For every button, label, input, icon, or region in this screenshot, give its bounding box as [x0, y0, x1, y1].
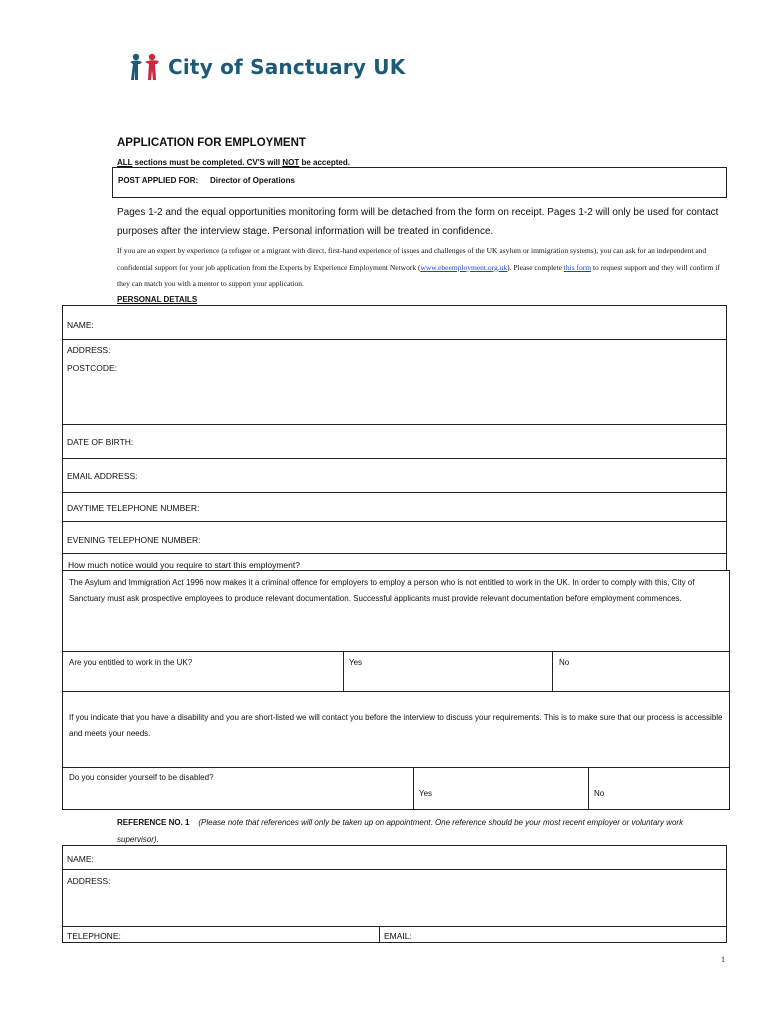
- ebe-link[interactable]: www.ebeemployment.org.uk: [420, 262, 508, 272]
- email-field[interactable]: EMAIL ADDRESS:: [67, 471, 138, 481]
- work-yes-option[interactable]: Yes: [349, 658, 363, 667]
- intro-paragraph: Pages 1-2 and the equal opportunities monitoring form will be detached from the form on receipt. Pages 1-2 will only be used for contact purposes after the interview stage. Personal information will be treated in confidence.: [117, 207, 719, 237]
- evening-phone-field[interactable]: EVENING TELEPHONE NUMBER:: [67, 535, 201, 545]
- instruction-mid: sections must be completed. CV'S will: [132, 158, 283, 167]
- people-logo-icon: [128, 52, 162, 82]
- name-field[interactable]: NAME:: [67, 320, 94, 330]
- work-no-option[interactable]: No: [559, 658, 570, 667]
- address-field[interactable]: ADDRESS:: [67, 345, 111, 355]
- disability-yes-option[interactable]: Yes: [419, 789, 433, 798]
- disability-paragraph: If you indicate that you have a disability and you are short-listed we will contact you before the interview to discuss your requirements. This is to make sure that our process is accessible and meets your needs.: [69, 713, 723, 738]
- expert-note-1: If you are an expert by experience (a refugee or a migrant with direct, first-hand experience of issues and challenges of the UK asylum or immigration systems), you can ask for an independent and confidential support for your job application from the Experts by Experience Employment Network (: [117, 246, 707, 272]
- personal-details-table: [62, 305, 727, 554]
- notice-row[interactable]: [62, 553, 727, 571]
- reference-address-field[interactable]: ADDRESS:: [67, 876, 111, 886]
- instruction-all: ALL: [117, 158, 133, 167]
- this-form-link[interactable]: this form: [563, 262, 592, 272]
- instruction-not: NOT: [282, 158, 300, 167]
- right-to-work-paragraph: The Asylum and Immigration Act 1996 now makes it a criminal offence for employers to employ a person who is not entitled to work in the UK. In order to comply with this, City of Sanctuary must ask prospective employees to produce relevant documentation. Successful applicants must provide relevant documentation before employment commences.: [69, 578, 695, 603]
- reference-heading-block: [117, 814, 727, 848]
- disability-table: [62, 691, 730, 810]
- dob-field[interactable]: DATE OF BIRTH:: [67, 437, 134, 447]
- expert-note-3: to request support and they will confirm if they can match you with a mentor to support your application.: [117, 262, 720, 288]
- reference-telephone-field[interactable]: TELEPHONE:: [67, 931, 121, 941]
- reference-email-field[interactable]: EMAIL:: [384, 931, 412, 941]
- work-entitlement-question: Are you entitled to work in the UK?: [69, 658, 193, 667]
- expert-note: [117, 243, 727, 293]
- post-applied-label: POST APPLIED FOR:: [118, 176, 199, 185]
- org-logo: [128, 50, 405, 84]
- post-applied-box[interactable]: [112, 167, 727, 198]
- post-applied-value: Director of Operations: [210, 176, 295, 185]
- daytime-phone-field[interactable]: DAYTIME TELEPHONE NUMBER:: [67, 503, 200, 513]
- reference-name-field[interactable]: NAME:: [67, 854, 94, 864]
- expert-note-2: ). Please complete: [507, 262, 564, 272]
- reference-heading: REFERENCE NO. 1: [117, 818, 190, 827]
- instructions: [117, 158, 350, 167]
- org-name: City of Sanctuary UK: [168, 55, 406, 79]
- notice-question: How much notice would you require to start this employment?: [68, 560, 300, 570]
- page-number: 1: [721, 955, 725, 964]
- postcode-field[interactable]: POSTCODE:: [67, 363, 118, 373]
- instruction-end: be accepted.: [299, 158, 350, 167]
- disability-no-option[interactable]: No: [594, 789, 605, 798]
- form-title: APPLICATION FOR EMPLOYMENT: [117, 137, 306, 149]
- personal-details-heading: PERSONAL DETAILS: [117, 295, 198, 304]
- reference-note: (Please note that references will only be taken up on appointment. One reference should be your most recent employer or voluntary work supervisor).: [117, 818, 684, 844]
- disability-question: Do you consider yourself to be disabled?: [69, 773, 214, 782]
- reference-table: [62, 845, 727, 943]
